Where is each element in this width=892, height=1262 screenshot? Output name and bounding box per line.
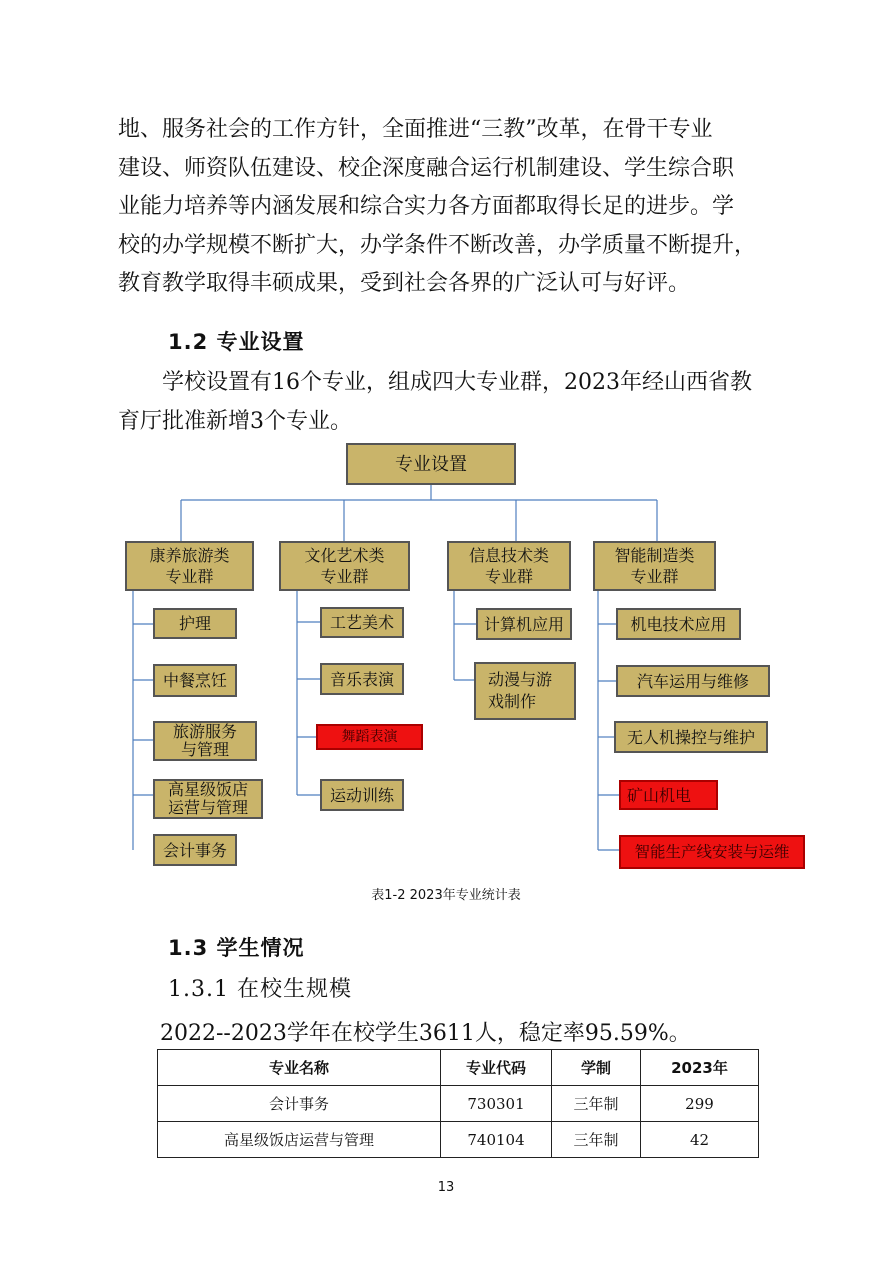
group-label: 智能制造类 [614, 546, 695, 565]
major-box [616, 608, 741, 640]
major-box [616, 665, 770, 697]
major-label: 高星级饭店 [167, 780, 248, 799]
subheading-1-3-1: 1.3.1 在校生规模 [168, 977, 352, 1002]
group-label: 专业群 [320, 567, 369, 586]
org-root [346, 443, 516, 485]
table-row [158, 1122, 759, 1158]
major-box [153, 608, 237, 639]
table-cell: 740104 [441, 1122, 552, 1158]
section-1-2-line: 学校设置有16个专业，组成四大专业群，2023年经山西省教 [162, 370, 752, 395]
major-label: 舞蹈表演 [341, 728, 398, 745]
group-label: 康养旅游类 [149, 546, 230, 565]
major-label: 智能生产线安装与运维 [634, 842, 790, 861]
table-header-cell: 专业名称 [158, 1050, 441, 1086]
intro-line: 教育教学取得丰硕成果，受到社会各界的广泛认可与好评。 [118, 271, 691, 296]
major-box-highlighted [619, 835, 805, 869]
table-cell: 730301 [441, 1086, 552, 1122]
major-label: 戏制作 [488, 692, 537, 711]
group-header-culture-arts [279, 541, 410, 591]
table-cell: 42 [641, 1122, 759, 1158]
table-cell: 会计事务 [158, 1086, 441, 1122]
group-label: 专业群 [630, 567, 679, 586]
table-cell: 三年制 [552, 1122, 641, 1158]
major-label: 护理 [178, 614, 211, 633]
chart-caption: 表1-2 2023年专业统计表 [371, 888, 521, 903]
enrollment-summary: 2022--2023学年在校学生3611人，稳定率95.59%。 [160, 1021, 691, 1046]
org-root-label: 专业设置 [395, 453, 467, 475]
section-1-2-line: 育厅批准新增3个专业。 [118, 408, 352, 434]
major-label: 工艺美术 [329, 613, 394, 632]
group-label: 专业群 [165, 567, 214, 586]
section-heading-1-3: 1.3 学生情况 [168, 936, 305, 960]
table-row [158, 1086, 759, 1122]
major-label: 汽车运用与维修 [636, 671, 749, 691]
major-label: 机电技术应用 [630, 614, 727, 634]
major-label: 与管理 [180, 740, 229, 759]
major-box [320, 779, 404, 811]
table-header-cell: 学制 [552, 1050, 641, 1086]
table-cell: 高星级饭店运营与管理 [158, 1122, 441, 1158]
intro-line: 建设、师资队伍建设、校企深度融合运行机制建设、学生综合职 [118, 155, 735, 181]
major-label: 矿山机电 [627, 785, 692, 805]
major-box [153, 664, 237, 697]
major-box [614, 721, 768, 753]
major-box-highlighted [316, 724, 423, 750]
major-label: 音乐表演 [329, 669, 394, 689]
table-header-cell: 2023年 [641, 1050, 759, 1086]
major-label: 计算机应用 [483, 614, 564, 634]
intro-line: 业能力培养等内涵发展和综合实力各方面都取得长足的进步。学 [118, 194, 735, 219]
section-heading-1-2: 1.2 专业设置 [168, 330, 305, 354]
major-box [320, 663, 404, 695]
group-label: 信息技术类 [468, 546, 549, 565]
major-box [153, 779, 263, 819]
table-cell: 299 [641, 1086, 759, 1122]
major-label: 运动训练 [329, 785, 394, 805]
major-label: 无人机操控与维护 [626, 727, 755, 747]
major-label: 运营与管理 [167, 798, 248, 817]
major-box [320, 607, 404, 638]
table-cell: 三年制 [552, 1086, 641, 1122]
intro-line: 地、服务社会的工作方针，全面推进“三教”改革，在骨干专业 [118, 117, 713, 142]
major-box [153, 721, 257, 761]
major-box-highlighted [619, 780, 718, 810]
major-label: 会计事务 [162, 840, 227, 860]
major-label: 中餐烹饪 [162, 671, 227, 690]
major-box [476, 608, 572, 640]
major-box [474, 662, 576, 720]
intro-line: 校的办学规模不断扩大，办学条件不断改善，办学质量不断提升， [118, 232, 757, 258]
group-header-wellness-tourism [125, 541, 254, 591]
major-label: 动漫与游 [488, 670, 553, 689]
table-header-cell: 专业代码 [441, 1050, 552, 1086]
table-header-row [158, 1050, 759, 1086]
major-label: 旅游服务 [172, 722, 237, 741]
major-box [153, 834, 237, 866]
group-header-information-tech [447, 541, 571, 591]
group-header-intelligent-manufacturing [593, 541, 716, 591]
page-number: 13 [437, 1180, 455, 1195]
group-label: 专业群 [484, 567, 533, 586]
group-label: 文化艺术类 [304, 546, 385, 565]
enrollment-table [157, 1049, 759, 1158]
